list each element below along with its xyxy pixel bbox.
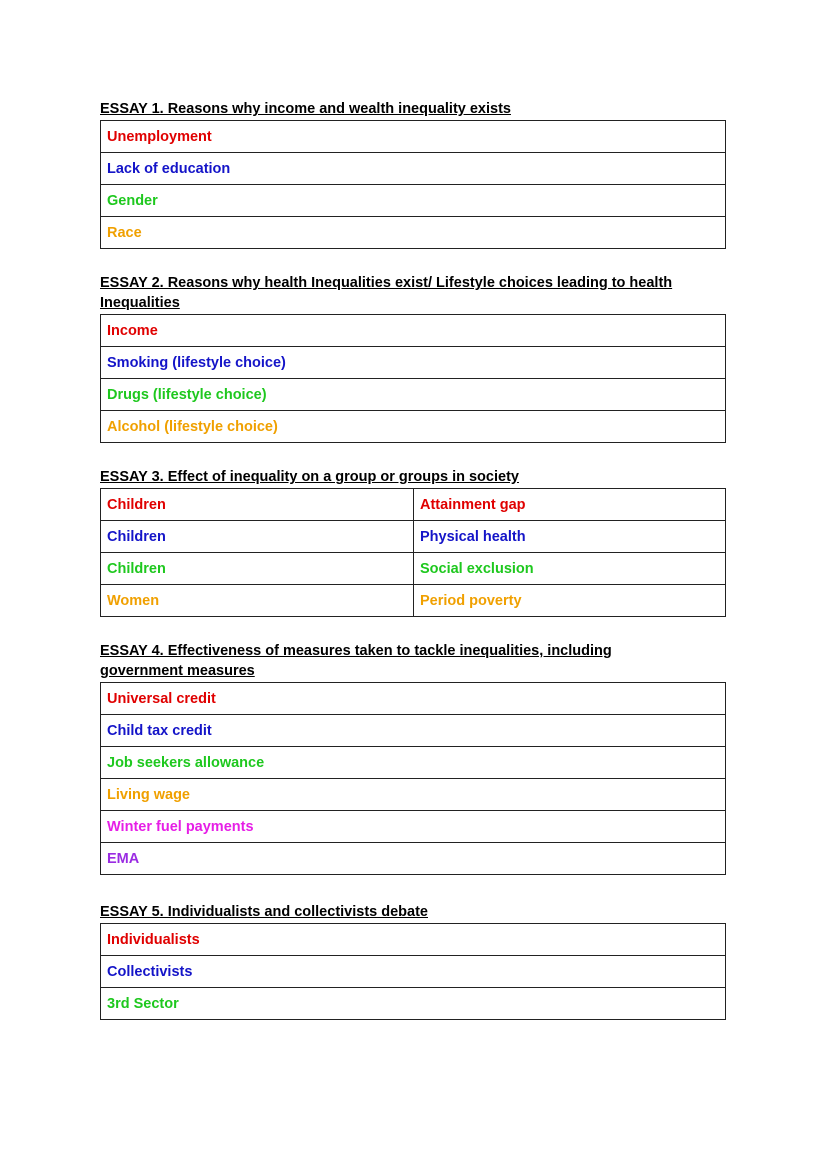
table-cell: Smoking (lifestyle choice) (101, 347, 726, 379)
table-row (101, 585, 726, 617)
essay-2-heading-line-1: ESSAY 2. Reasons why health Inequalities exist/ Lifestyle choices leading to health (100, 275, 673, 291)
table-row (101, 347, 726, 379)
table-row (101, 747, 726, 779)
table-row (101, 153, 726, 185)
essay-2-heading-line-2: Inequalities (100, 295, 180, 311)
table-row (101, 715, 726, 747)
table-row (101, 779, 726, 811)
table-row (101, 924, 726, 956)
table-cell: Individualists (101, 924, 726, 956)
table-cell: Drugs (lifestyle choice) (101, 379, 726, 411)
essay-3-heading: ESSAY 3. Effect of inequality on a group or groups in society (100, 469, 519, 485)
group-cell: Children (101, 489, 414, 521)
group-cell: Children (101, 521, 414, 553)
table-row (101, 379, 726, 411)
effect-cell: Attainment gap (414, 489, 726, 521)
group-cell: Women (101, 585, 414, 617)
essay-5-heading: ESSAY 5. Individualists and collectivists debate (100, 904, 428, 920)
table-cell: Lack of education (101, 153, 726, 185)
table-cell: Income (101, 315, 726, 347)
essay-2-section (100, 273, 726, 443)
essay-4-heading-line-1: ESSAY 4. Effectiveness of measures taken to tackle inequalities, including (100, 643, 612, 659)
table-cell: EMA (101, 843, 726, 875)
essay-2-heading (100, 273, 726, 313)
effect-cell: Social exclusion (414, 553, 726, 585)
table-cell: Job seekers allowance (101, 747, 726, 779)
essay-5-section (100, 902, 726, 1020)
essay-2-table (100, 314, 726, 443)
essay-4-heading (100, 641, 726, 681)
table-cell: Collectivists (101, 956, 726, 988)
essay-5-table (100, 923, 726, 1020)
table-cell: 3rd Sector (101, 988, 726, 1020)
table-row (101, 489, 726, 521)
table-row (101, 185, 726, 217)
table-row (101, 843, 726, 875)
table-cell: Winter fuel payments (101, 811, 726, 843)
table-cell: Child tax credit (101, 715, 726, 747)
essay-1-table (100, 120, 726, 249)
effect-cell: Physical health (414, 521, 726, 553)
table-row (101, 217, 726, 249)
table-row (101, 521, 726, 553)
table-cell: Alcohol (lifestyle choice) (101, 411, 726, 443)
table-row (101, 411, 726, 443)
essay-4-table (100, 682, 726, 875)
table-cell: Living wage (101, 779, 726, 811)
essay-4-heading-line-2: government measures (100, 663, 255, 679)
group-cell: Children (101, 553, 414, 585)
table-row (101, 315, 726, 347)
table-cell: Unemployment (101, 121, 726, 153)
table-cell: Race (101, 217, 726, 249)
table-row (101, 683, 726, 715)
table-row (101, 811, 726, 843)
table-row (101, 121, 726, 153)
effect-cell: Period poverty (414, 585, 726, 617)
essay-3-table (100, 488, 726, 617)
essay-1-heading: ESSAY 1. Reasons why income and wealth inequality exists (100, 101, 511, 117)
essay-4-section (100, 641, 726, 875)
table-row (101, 988, 726, 1020)
table-cell: Universal credit (101, 683, 726, 715)
table-row (101, 553, 726, 585)
essay-1-section (100, 99, 726, 249)
table-row (101, 956, 726, 988)
table-cell: Gender (101, 185, 726, 217)
essay-3-section (100, 467, 726, 617)
